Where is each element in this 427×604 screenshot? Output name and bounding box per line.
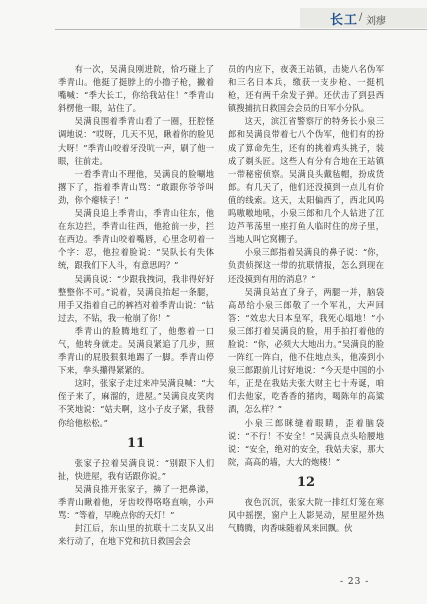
paragraph: 有一次，吴满良刚进院，恰巧碰上了季青山。他挺了挺脖上的小撸子枪，撇着嘴喊：“季大长工，你给我站住！”季青山斜楞他一眼，站住了。 [58, 64, 214, 114]
running-header [0, 0, 427, 28]
paragraph: 吴满良站直了身子，两腿一并，脑袋高昂给小泉三郎敬了一个军礼，大声回答：“效忠大日本皇军，我死心塌地！”小泉三郎打着吴满良的脸，用手拍打着他的脸说：“你，必须大大地出力。”吴满良的脸一阵红一阵白，他不住地点头，他凑到小泉三郎跟前儿讨好地说：“今天是中国的小年，正是在我姑夫张大财主七十寿诞，咱们去他家，吃香香的猪肉，喝陈年的高粱酒，怎么样？” [228, 286, 384, 415]
section-number: 11 [126, 435, 146, 451]
paragraph: 封江后，东山里的抗联十二支队又出来行动了，在地下党和抗日救国会会 [58, 523, 214, 547]
running-author: 刘瘳 [366, 16, 386, 27]
paragraph: 一看季青山不理他，吴满良的脸唰地撂下了，指着季青山骂：“敢跟你爷爷叫劲，你个瘪犊子！” [58, 168, 214, 205]
running-separator: / [359, 12, 363, 23]
page-number: - 23 - [340, 577, 370, 587]
paragraph: 夜色沉沉，张家大院一排红灯笼在寒风中摇摆，窗户上人影晃动，屋里屋外热气腾腾，肉香味随着风来回飘。伙 [228, 496, 384, 534]
paragraph: 这天，滨江省警察厅的特务长小泉三郎和吴满良带着七八个伪军，他们有的扮成了算命先生，还有的挑着鸡头挑子，装成了剃头匠。这些人有分有合地在王站镇一带秘密侦察。吴满良头戴毡帽，扮成货郎。有几天了，他们还没摸到一点儿有价值的线索。这天，太阳偏西了，西北风呜呜嗷嗷地吼，小泉三郎和几个人钻进了江边芦苇荡里一座打鱼人临时住的房子里，当地人叫它窝棚子。 [228, 116, 384, 245]
paragraph: 吴满良追上季青山，季青山往东，他在东边拦，季青山往西，他抢前一步，拦在西边。季青山咬着嘴唇，心里念叨着一个字：忍，他拉着脸说：“吴队长有失体统，跟我们下人斗，有意思吗？” [58, 208, 214, 271]
paragraph: 张家子拉着吴满良说：“别跟下人们扯，快进屋，我有话跟你说。” [58, 457, 214, 481]
paragraph: 吴满良推开张家子，擤了一把鼻涕，季青山瞅着他，牙齿咬得咯咯直响，小声骂：“等着，早晚点你的天灯！” [58, 483, 214, 520]
section-number: 12 [296, 474, 316, 490]
paragraph: 这时，张家子走过来冲吴满良喊：“大侄子来了，麻溜的，进屋。”吴满良皮笑肉不笑地说：“姑夫啊，这小子皮子紧，我替你给他松松。” [58, 378, 214, 428]
paragraph: 吴满良围着季青山看了一圈，狂腔怪调地说：“哎呀，几天不见，瞅着你的脸见大呀！”季青山咬着牙没吭一声，刷了他一眼，往前走。 [58, 116, 214, 166]
left-column [58, 63, 214, 548]
paragraph: 小泉三郎指着吴满良的鼻子说：“你，负责侦探这一带的抗联情报，怎么到现在还没摸到有用的消息？” [228, 247, 384, 284]
paragraph: 小泉三郎眯缝着眼睛，歪着脑袋说：“不行！不安全！”吴满良点头哈腰地说：“安全，绝对的安全，我姑夫家，那大院，高高的墙，大大的炮楼！” [228, 417, 384, 467]
paragraph: 员的内应下，夜袭王站镇，击毙八名伪军和三名日本兵，缴获一支步枪、一挺机枪，还有两千余发子弹。还伏击了到县西镇搜捕抗日救国会会员的日军小分队。 [228, 64, 384, 114]
header-rule [55, 29, 427, 30]
right-column [228, 63, 384, 535]
paragraph: 吴满良说：“少跟我拽词，我非得好好整整你不可。”说着，吴满良抬起一条腿，用手又指着自己的裤裆对着季青山说：“钻过去，不钻，我一枪崩了你！” [58, 273, 214, 323]
header-band [300, 8, 427, 28]
running-title: 长工 [330, 13, 359, 28]
paragraph: 季青山的脸腾地红了，他憋着一口气，他转身就走。吴满良紧追了几步，照季青山的屁股狠狠地踢了一脚。季青山停下来，拳头攥得紧紧的。 [58, 325, 214, 376]
